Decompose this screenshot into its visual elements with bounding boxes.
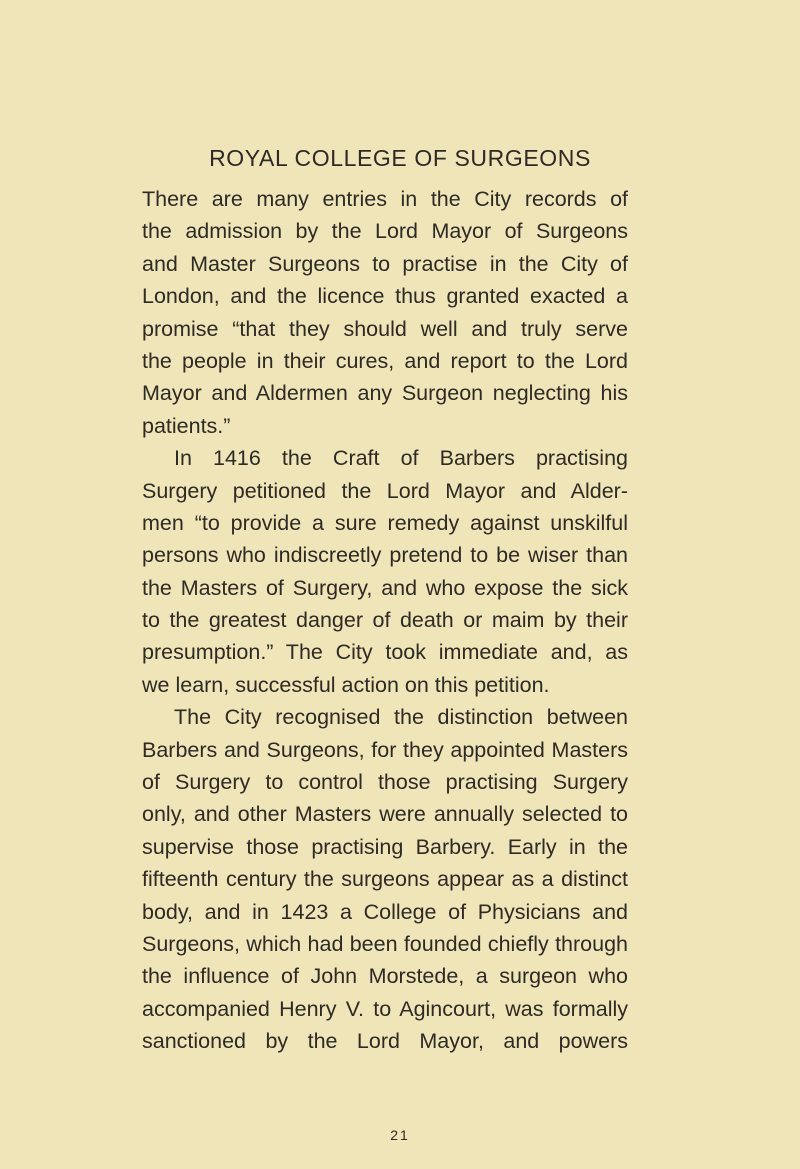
text-line: the people in their cures, and report to the Lord bbox=[142, 348, 628, 373]
text-line: men “to provide a sure remedy against unskilful bbox=[142, 510, 628, 535]
text-line: In 1416 the Craft of Barbers practising bbox=[174, 446, 628, 471]
text-line: promise “that they should well and truly serve bbox=[142, 316, 628, 341]
text-line: only, and other Masters were annually selected to bbox=[142, 802, 628, 827]
text-line: Barbers and Surgeons, for they appointed Masters bbox=[142, 737, 628, 762]
text-line: persons who indiscreetly pretend to be wiser than bbox=[142, 543, 628, 568]
text-line: Mayor and Aldermen any Surgeon neglecting his bbox=[142, 381, 628, 406]
text-line: Surgery petitioned the Lord Mayor and Alder- bbox=[142, 478, 628, 503]
text-line: Surgeons, which had been founded chiefly through bbox=[142, 931, 628, 956]
text-line: body, and in 1423 a College of Physicians and bbox=[142, 899, 628, 924]
text-line: and Master Surgeons to practise in the City of bbox=[142, 251, 628, 276]
text-line: the admission by the Lord Mayor of Surgeons bbox=[142, 219, 628, 244]
text-line: we learn, successful action on this petition. bbox=[142, 672, 550, 697]
text-line: to the greatest danger of death or maim by their bbox=[142, 608, 628, 633]
text-line: of Surgery to control those practising Surgery bbox=[142, 770, 628, 795]
text-line: presumption.” The City took immediate and, as bbox=[142, 640, 628, 665]
running-title: ROYAL COLLEGE OF SURGEONS bbox=[209, 145, 591, 171]
body-text bbox=[142, 183, 628, 1058]
text-line: London, and the licence thus granted exacted a bbox=[142, 284, 628, 309]
text-line: fifteenth century the surgeons appear as a distinct bbox=[142, 867, 628, 892]
text-line: supervise those practising Barbery. Early in the bbox=[142, 834, 628, 859]
text-line: the influence of John Morstede, a surgeon who bbox=[142, 964, 628, 989]
text-line: sanctioned by the Lord Mayor, and powers bbox=[142, 1029, 628, 1054]
text-line: patients.” bbox=[142, 413, 231, 438]
text-line: There are many entries in the City records of bbox=[142, 187, 628, 211]
text-line: accompanied Henry V. to Agincourt, was formally bbox=[142, 996, 628, 1021]
text-line: the Masters of Surgery, and who expose the sick bbox=[142, 575, 628, 600]
text-line: The City recognised the distinction between bbox=[174, 705, 628, 730]
page-number: 21 bbox=[390, 1127, 410, 1143]
